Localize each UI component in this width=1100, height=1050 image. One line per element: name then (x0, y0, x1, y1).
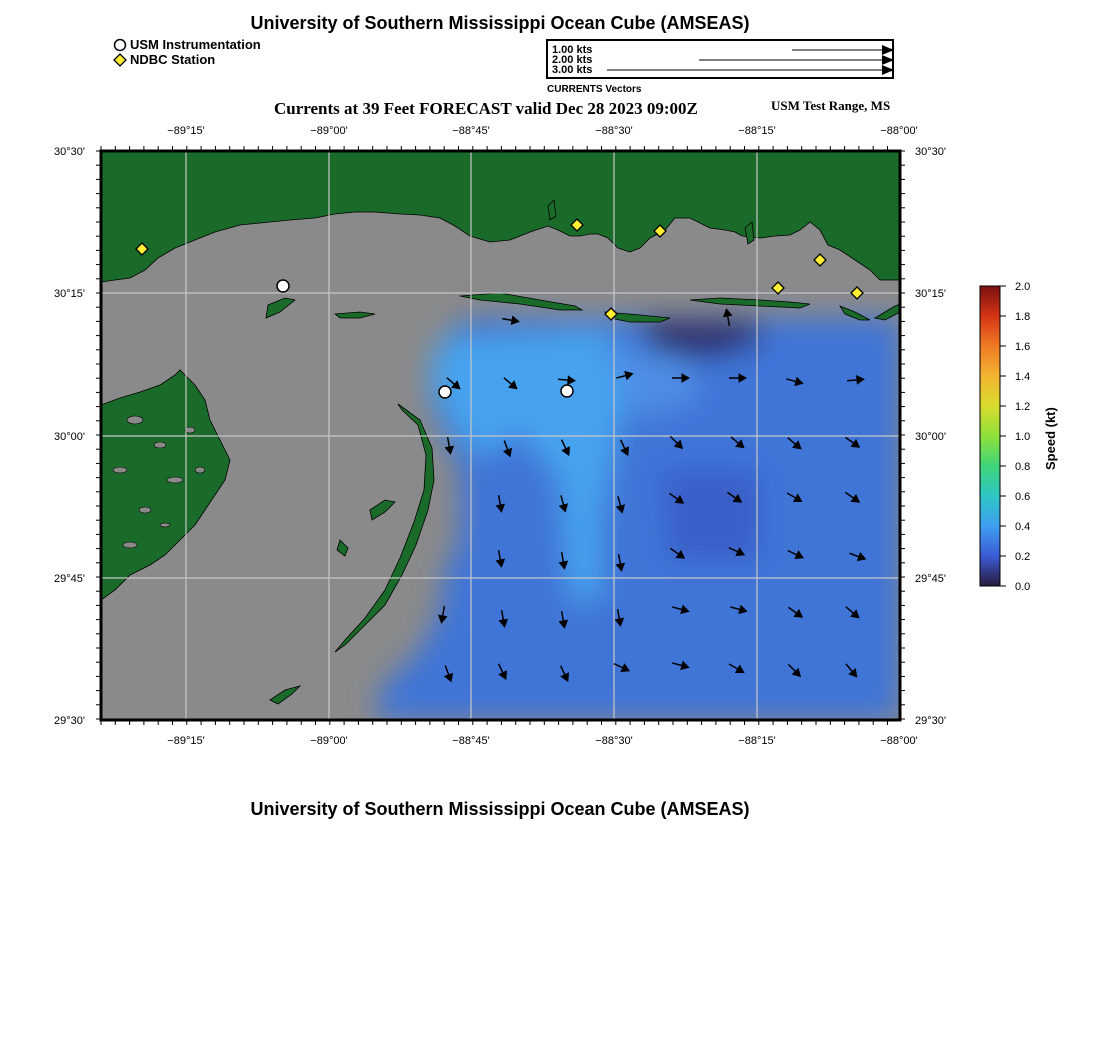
vector-scale-label-1: 1.00 kts (552, 44, 593, 56)
vector-scale-label-2: 2.00 kts (552, 54, 593, 66)
vector-scale-label-3: 3.00 kts (552, 64, 593, 76)
x-tick-bottom-3: −88°45' (452, 735, 490, 747)
x-tick-top-6: −88°00' (880, 125, 918, 137)
x-tick-bottom-6: −88°00' (880, 735, 918, 747)
x-tick-top-2: −89°00' (310, 125, 348, 137)
colorbar-labels (1015, 281, 1030, 593)
y-tick-left-5: 29°30' (54, 715, 85, 727)
y-tick-left-1: 30°30' (54, 146, 85, 158)
usm-station-3 (561, 385, 573, 397)
y-axis-right (915, 146, 946, 727)
cb-label-4: 1.4 (1015, 371, 1031, 383)
y-tick-right-2: 30°15' (915, 288, 946, 300)
y-tick-left-4: 29°45' (54, 573, 85, 585)
colorbar-title: Speed (kt) (1043, 407, 1058, 470)
cb-label-5: 1.2 (1015, 401, 1031, 413)
legend-usm-label: USM Instrumentation (130, 37, 261, 52)
x-tick-bottom-1: −89°15' (167, 735, 205, 747)
cb-label-10: 0.2 (1015, 551, 1031, 563)
colorbar-ticks (1000, 286, 1006, 586)
subtitle: Currents at 39 Feet FORECAST valid Dec 28 2023 09:00Z (274, 99, 698, 118)
y-tick-right-5: 29°30' (915, 715, 946, 727)
vector-scale-caption: CURRENTS Vectors (547, 84, 642, 95)
title-top: University of Southern Mississippi Ocean Cube (AMSEAS) (250, 13, 750, 33)
x-tick-top-4: −88°30' (595, 125, 633, 137)
region-label: USM Test Range, MS (771, 98, 891, 113)
x-tick-bottom-5: −88°15' (738, 735, 776, 747)
y-axis-left (54, 146, 85, 727)
cb-label-6: 1.0 (1015, 431, 1031, 443)
x-tick-top-1: −89°15' (167, 125, 205, 137)
cb-label-9: 0.4 (1015, 521, 1031, 533)
y-tick-right-4: 29°45' (915, 573, 946, 585)
x-tick-top-5: −88°15' (738, 125, 776, 137)
map-area (101, 151, 900, 720)
usm-station-1 (277, 280, 289, 292)
y-tick-right-1: 30°30' (915, 146, 946, 158)
y-tick-left-2: 30°15' (54, 288, 85, 300)
x-tick-top-3: −88°45' (452, 125, 490, 137)
cb-label-1: 2.0 (1015, 281, 1031, 293)
cb-label-2: 1.8 (1015, 311, 1031, 323)
legend-ndbc-label: NDBC Station (130, 52, 216, 67)
x-tick-bottom-4: −88°30' (595, 735, 633, 747)
y-tick-right-3: 30°00' (915, 431, 946, 443)
colorbar (980, 286, 1000, 586)
x-axis-bottom (167, 735, 917, 747)
cb-label-11: 0.0 (1015, 581, 1031, 593)
x-tick-bottom-2: −89°00' (310, 735, 348, 747)
usm-station-2 (439, 386, 451, 398)
title-bottom: University of Southern Mississippi Ocean Cube (AMSEAS) (250, 799, 750, 819)
cb-label-3: 1.6 (1015, 341, 1031, 353)
cb-label-7: 0.8 (1015, 461, 1031, 473)
y-tick-left-3: 30°00' (54, 431, 85, 443)
x-axis-top (167, 125, 917, 137)
cb-label-8: 0.6 (1015, 491, 1031, 503)
